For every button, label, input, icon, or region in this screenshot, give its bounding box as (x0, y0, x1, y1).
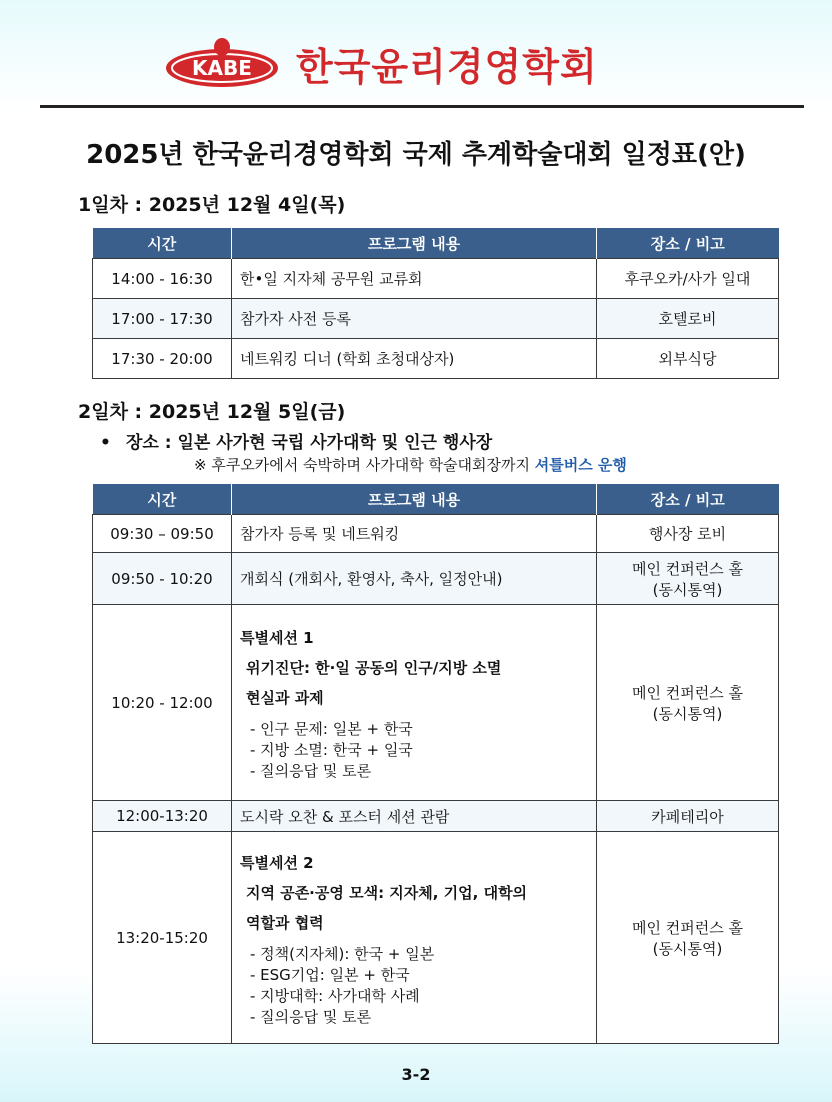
session-items (240, 719, 588, 782)
col-program: 프로그램 내용 (232, 228, 597, 259)
shuttle-highlight: 셔틀버스 운행 (534, 456, 627, 474)
day2-schedule-table (92, 484, 779, 1044)
row-program: 개회식 (개회사, 환영사, 축사, 일정안내) (232, 553, 597, 605)
list-item: - 질의응답 및 토론 (250, 1007, 372, 1026)
shuttle-note (194, 454, 627, 475)
row-program: 한•일 지자체 공무원 교류회 (232, 259, 597, 299)
list-item: - 지방대학: 사가대학 사례 (250, 986, 420, 1005)
table-row (93, 801, 779, 832)
table-row (93, 832, 779, 1044)
org-name: 한국윤리경영학회 (296, 45, 598, 89)
row-time: 10:20 - 12:00 (93, 605, 232, 801)
table-row (93, 299, 779, 339)
list-item: - 정책(지자체): 한국 + 일본 (250, 944, 435, 963)
list-item: - 질의응답 및 토론 (250, 762, 372, 780)
table-row (93, 259, 779, 299)
row-program: 참가자 사전 등록 (232, 299, 597, 339)
row-location (597, 605, 779, 801)
col-time: 시간 (93, 228, 232, 259)
row-location: 호텔로비 (597, 299, 779, 339)
special-session-1 (232, 605, 597, 801)
session-subtitle: 지역 공존·공영 모색: 지자체, 기업, 대학의 (246, 883, 528, 902)
kabe-logo (164, 38, 280, 88)
row-time: 13:20-15:20 (93, 832, 232, 1044)
location-note: (동시통역) (652, 939, 723, 958)
day1-heading: 1일차 : 2025년 12월 4일(목) (78, 194, 346, 216)
location-note: (동시통역) (652, 704, 723, 723)
page-title: 2025년 한국윤리경영학회 국제 추계학술대회 일정표(안) (86, 140, 746, 170)
col-location: 장소 / 비고 (597, 228, 779, 259)
note-text: ※ 후쿠오카에서 숙박하며 사가대학 학술대회장까지 (194, 456, 530, 474)
location-line: 메인 컨퍼런스 홀 (632, 683, 743, 702)
header (0, 30, 832, 98)
logo-text: KABE (192, 56, 252, 80)
table-row (93, 553, 779, 605)
session-subtitle: 역할과 협력 (246, 913, 324, 932)
session-subtitle: 위기진단: 한·일 공동의 인구/지방 소멸 (246, 659, 502, 677)
row-program: 참가자 등록 및 네트워킹 (232, 515, 597, 553)
row-time: 09:50 - 10:20 (93, 553, 232, 605)
row-time: 09:30 – 09:50 (93, 515, 232, 553)
table-row (93, 339, 779, 379)
page-number: 3-2 (401, 1065, 431, 1084)
location-line: 메인 컨퍼런스 홀 (632, 559, 743, 578)
row-program: 네트워킹 디너 (학회 초청대상자) (232, 339, 597, 379)
table-row (93, 515, 779, 553)
row-location: 행사장 로비 (597, 515, 779, 553)
day2-heading: 2일차 : 2025년 12월 5일(금) (78, 401, 346, 423)
row-location: 외부식당 (597, 339, 779, 379)
row-location: 후쿠오카/사가 일대 (597, 259, 779, 299)
special-session-2 (232, 832, 597, 1044)
row-time: 17:30 - 20:00 (93, 339, 232, 379)
header-divider (40, 105, 804, 108)
session-title: 특별세션 1 (240, 629, 314, 647)
list-item: - 지방 소멸: 한국 + 일국 (250, 741, 413, 759)
venue-text: 장소 : 일본 사가현 국립 사가대학 및 인근 행사장 (126, 433, 493, 453)
col-location: 장소 / 비고 (597, 484, 779, 515)
row-time: 14:00 - 16:30 (93, 259, 232, 299)
venue-line (100, 428, 492, 453)
table-row (93, 605, 779, 801)
location-line: 메인 컨퍼런스 홀 (632, 918, 743, 937)
row-location: 카페테리아 (597, 801, 779, 832)
row-location (597, 832, 779, 1044)
row-time: 12:00-13:20 (93, 801, 232, 832)
table-header-row (93, 228, 779, 259)
day1-schedule-table (92, 228, 779, 379)
list-item: - 인구 문제: 일본 + 한국 (250, 720, 413, 738)
row-time: 17:00 - 17:30 (93, 299, 232, 339)
session-title: 특별세션 2 (240, 853, 314, 872)
session-subtitle: 현실과 과제 (246, 689, 324, 707)
session-items (240, 944, 588, 1028)
row-program: 도시락 오찬 & 포스터 세션 관람 (232, 801, 597, 832)
col-program: 프로그램 내용 (232, 484, 597, 515)
table-header-row (93, 484, 779, 515)
col-time: 시간 (93, 484, 232, 515)
bullet-icon: • (100, 433, 111, 453)
row-location (597, 553, 779, 605)
location-note: (동시통역) (652, 580, 723, 599)
list-item: - ESG기업: 일본 + 한국 (250, 965, 410, 984)
